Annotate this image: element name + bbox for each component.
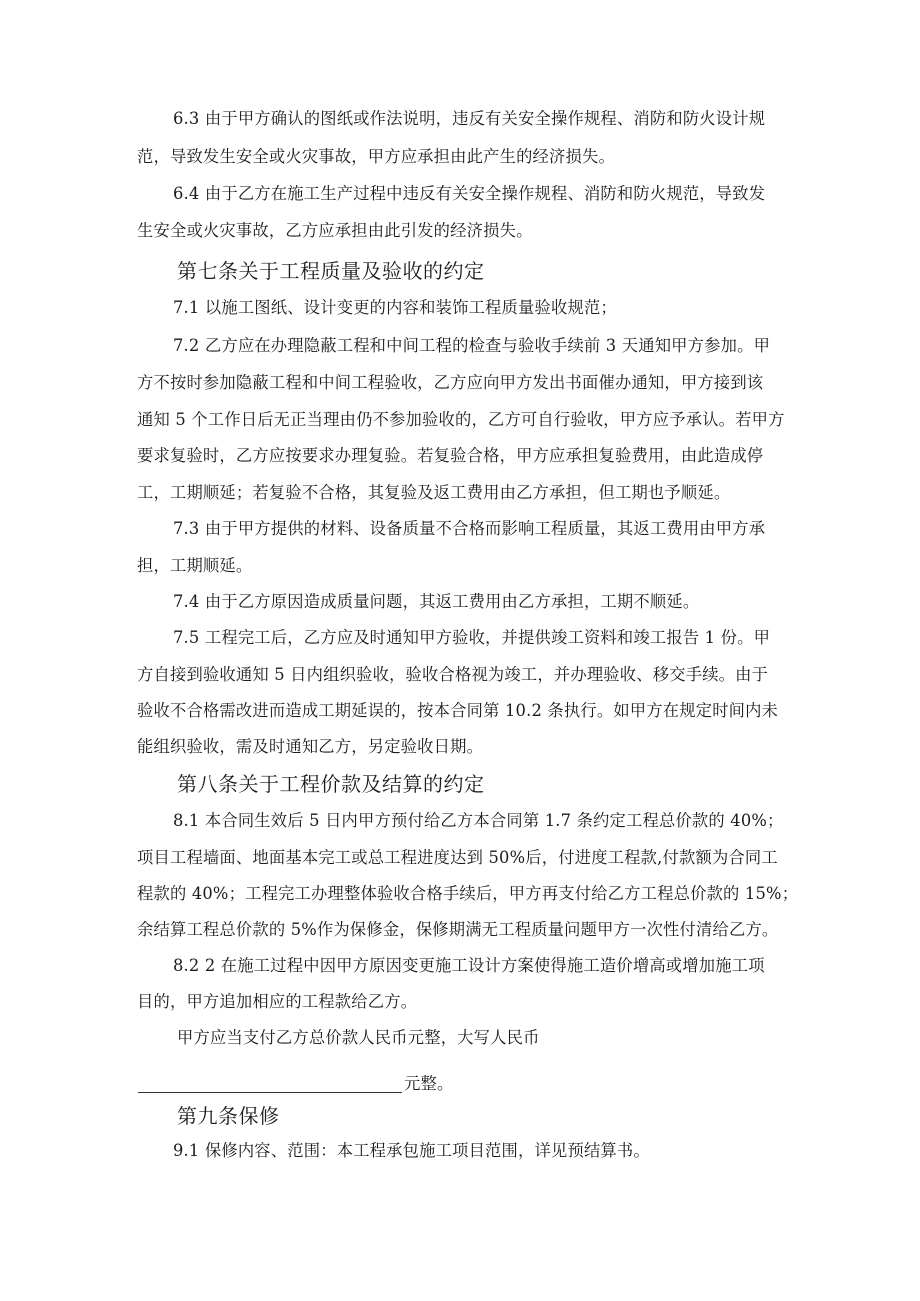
paragraph-line: 能组织验收，需及时通知乙方，另定验收日期。 — [137, 737, 484, 756]
paragraph-line: 7.5 工程完工后，乙方应及时通知甲方验收，并提供竣工资料和竣工报告 1 份。甲 — [173, 628, 771, 647]
paragraph-line: 方自接到验收通知 5 日内组织验收，验收合格视为竣工，并办理验收、移交手续。由于 — [137, 665, 769, 684]
paragraph-line: 7.4 由于乙方原因造成质量问题，其返工费用由乙方承担，工期不顺延。 — [173, 592, 700, 611]
paragraph-line: 7.1 以施工图纸、设计变更的内容和装饰工程质量验收规范； — [173, 298, 617, 317]
paragraph-line: 余结算工程总价款的 5%作为保修金，保修期满无工程质量问题甲方一次性付清给乙方。 — [137, 920, 779, 939]
paragraph-line: 方不按时参加隐蔽工程和中间工程验收，乙方应向甲方发出书面催办通知，甲方接到该 — [137, 373, 764, 392]
paragraph-line: 8.1 本合同生效后 5 日内甲方预付给乙方本合同第 1.7 条约定工程总价款的 40%； — [173, 811, 784, 830]
paragraph-line: 6.3 由于甲方确认的图纸或作法说明，违反有关安全操作规程、消防和防火设计规 — [173, 109, 766, 128]
payment-line: 甲方应当支付乙方总价款人民币元整，大写人民币 — [177, 1028, 540, 1047]
amount-blank-underline — [138, 1092, 402, 1093]
paragraph-line: 生安全或火灾事故，乙方应承担由此引发的经济损失。 — [137, 221, 533, 240]
paragraph-line: 7.2 乙方应在办理隐蔽工程和中间工程的检查与验收手续前 3 天通知甲方参加。甲 — [173, 336, 771, 355]
article-8-heading: 第八条关于工程价款及结算的约定 — [177, 772, 485, 796]
paragraph-line: 担，工期顺延。 — [137, 556, 253, 575]
paragraph-line: 要求复验时，乙方应按要求办理复验。若复验合格，甲方应承担复验费用，由此造成停 — [137, 446, 764, 465]
paragraph-line: 7.3 由于甲方提供的材料、设备质量不合格而影响工程质量，其返工费用由甲方承 — [173, 519, 766, 538]
paragraph-line: 目的，甲方追加相应的工程款给乙方。 — [137, 992, 418, 1011]
paragraph-line: 通知 5 个工作日后无正当理由仍不参加验收的，乙方可自行验收，甲方应予承认。若甲方 — [137, 410, 785, 429]
paragraph-line: 程款的 40%；工程完工办理整体验收合格手续后，甲方再支付给乙方工程总价款的 15%； — [137, 884, 799, 903]
paragraph-line: 范，导致发生安全或火灾事故，甲方应承担由此产生的经济损失。 — [137, 147, 615, 166]
article-9-heading: 第九条保修 — [177, 1104, 280, 1128]
article-7-heading: 第七条关于工程质量及验收的约定 — [177, 259, 485, 283]
paragraph-line: 工，工期顺延；若复验不合格，其复验及返工费用由乙方承担，但工期也予顺延。 — [137, 483, 731, 502]
paragraph-line: 9.1 保修内容、范围：本工程承包施工项目范围，详见预结算书。 — [173, 1141, 650, 1160]
paragraph-line: 8.2 2 在施工过程中因甲方原因变更施工设计方案使得施工造价增高或增加施工项 — [173, 956, 765, 975]
payment-suffix: 元整。 — [404, 1074, 454, 1093]
paragraph-line: 项目工程墙面、地面基本完工或总工程进度达到 50%后，付进度工程款,付款额为合同工 — [137, 848, 778, 867]
paragraph-line: 6.4 由于乙方在施工生产过程中违反有关安全操作规程、消防和防火规范，导致发 — [173, 184, 766, 203]
paragraph-line: 验收不合格需改进而造成工期延误的，按本合同第 10.2 条执行。如甲方在规定时间内未 — [137, 701, 779, 720]
